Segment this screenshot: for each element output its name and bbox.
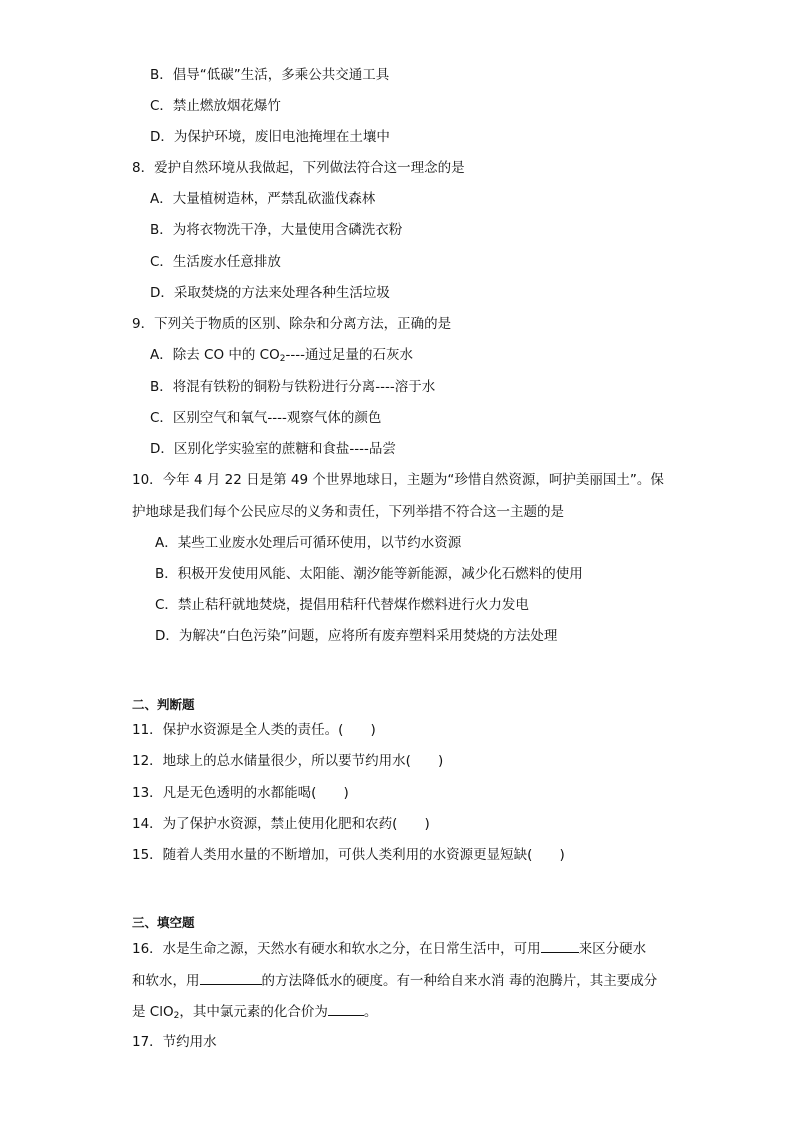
q16-line2-text: 和软水，用 [132,973,200,989]
q8-option-b: B．为将衣物洗干净，大量使用含磷洗衣粉 [150,222,403,238]
q10-option-a: A．某些工业废水处理后可循环使用，以节约水资源 [155,535,462,551]
q10-stem-line1: 10．今年 4 月 22 日是第 49 个世界地球日，主题为“珍惜自然资源，呵护美丽国土”。保 [132,472,664,488]
answer-blank-3[interactable] [328,1001,364,1016]
q10-option-c: C．禁止秸秆就地焚烧，提倡用秸秆代替煤作燃料进行火力发电 [155,597,529,613]
q8-stem: 8．爱护自然环境从我做起，下列做法符合这一理念的是 [132,160,465,176]
q10-option-d: D．为解决“白色污染”问题，应将所有废弃塑料采用焚烧的方法处理 [155,628,558,644]
q16-line3-subscript: 2 [173,1011,180,1021]
q17: 17．节约用水 [132,1034,217,1050]
q16-line2 [132,970,657,991]
q9-option-a-rest: ----通过足量的石灰水 [285,347,413,363]
q9-option-a-text: A．除去 CO 中的 CO [150,347,280,363]
q16-line1-text: 16．水是生命之源，天然水有硬水和软水之分，在日常生活中，可用 [132,941,541,957]
q9-option-a [150,345,413,365]
q11: 11．保护水资源是全人类的责任。( ) [132,722,376,738]
q10-stem-line2: 护地球是我们每个公民应尽的义务和责任，下列举措不符合这一主题的是 [132,504,564,520]
q9-option-d: D．区别化学实验室的蔗糖和食盐----品尝 [150,441,396,457]
q7-option-c: C．禁止燃放烟花爆竹 [150,98,281,114]
q14: 14．为了保护水资源，禁止使用化肥和农药( ) [132,816,430,832]
q9-stem: 9．下列关于物质的区别、除杂和分离方法，正确的是 [132,316,452,332]
answer-blank-1[interactable] [541,938,579,953]
q9-option-b: B．将混有铁粉的铜粉与铁粉进行分离----溶于水 [150,379,436,395]
q16-line1 [132,938,646,959]
q8-option-c: C．生活废水任意排放 [150,254,281,270]
q16-line3-mid: ，其中氯元素的化合价为 [179,1004,328,1020]
q16-line3-end: 。 [363,1004,378,1020]
section-title-judgement: 二、判断题 [132,697,195,712]
q16-line3 [132,1001,377,1022]
q9-option-c: C．区别空气和氧气----观察气体的颜色 [150,410,382,426]
q15: 15．随着人类用水量的不断增加，可供人类利用的水资源更显短缺( ) [132,847,565,863]
answer-blank-2[interactable] [200,970,262,985]
q16-line3-text: 是 ClO [132,1004,174,1020]
q8-option-a: A．大量植树造林，严禁乱砍滥伐森林 [150,191,376,207]
q12: 12．地球上的总水储量很少，所以要节约用水( ) [132,753,444,769]
q16-line2-rest: 的方法降低水的硬度。有一种给自来水消 毒的泡腾片，其主要成分 [261,973,658,989]
q7-option-b: B．倡导“低碳”生活，多乘公共交通工具 [150,67,390,83]
q9-option-a-subscript: 2 [279,354,286,364]
q16-line1-rest: 来区分硬水 [578,941,647,957]
q10-option-b: B．积极开发使用风能、太阳能、潮汐能等新能源，减少化石燃料的使用 [155,566,583,582]
q8-option-d: D．采取焚烧的方法来处理各种生活垃圾 [150,285,390,301]
section-title-fill-blank: 三、填空题 [132,915,195,930]
q7-option-d: D．为保护环境，废旧电池掩埋在土壤中 [150,129,390,145]
q13: 13．凡是无色透明的水都能喝( ) [132,785,349,801]
